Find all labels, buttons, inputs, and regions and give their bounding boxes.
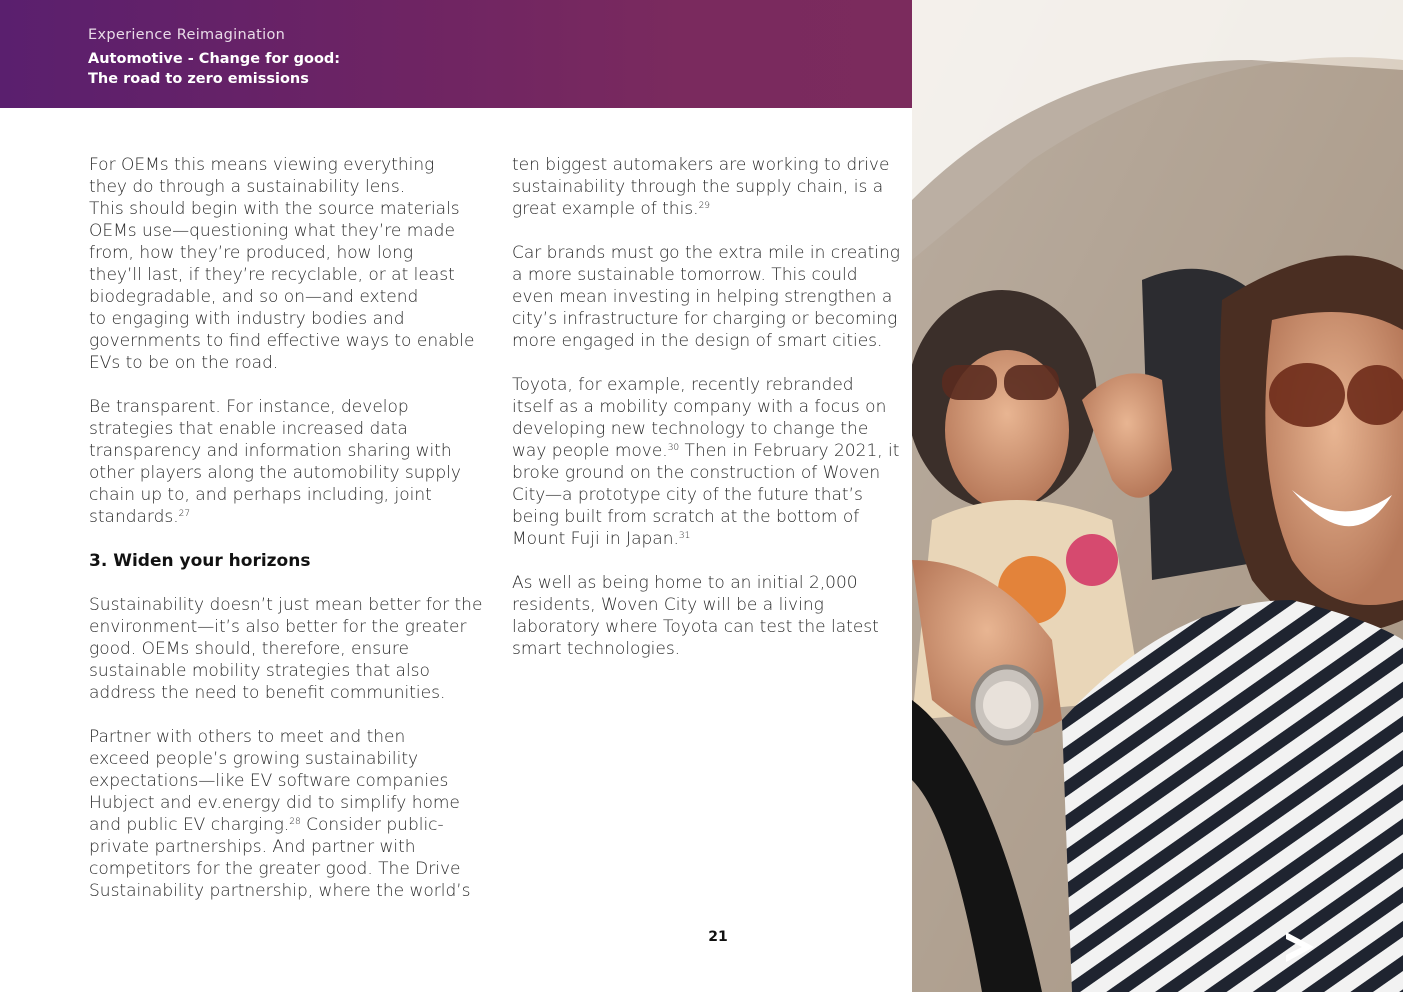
paragraph-text: Be transparent. For instance, develop strategies that enable increased data transparency and information sharing with other players along the automobility supply chain up to, and perhaps including, joint standards. [89, 397, 461, 527]
paragraph-text: Partner with others to meet and then exceed people’s growing sustainability expectations—like EV software companies Hubject and ev.energy did to simplify home and public EV charging. [89, 727, 460, 835]
section-heading: 3. Widen your horizons [89, 551, 311, 571]
paragraph: Sustainability doesn’t just mean better for the environment—it’s also better for the greater good. OEMs should, therefore, ensure sustainable mobility strategies that also address the need to benefit communities. [89, 595, 483, 703]
footnote-ref: 29 [698, 201, 711, 211]
paragraph: As well as being home to an initial 2,000 residents, Woven City will be a living laboratory where Toyota can test the latest smart technologies. [512, 573, 879, 659]
document-title [88, 49, 340, 89]
paragraph [89, 726, 489, 902]
paragraph [512, 374, 907, 550]
paragraph-text: Toyota, for example, recently rebranded itself as a mobility company with a focus on developing new technology to change the way people move. [512, 375, 887, 461]
section-kicker: Experience Reimagination [88, 27, 286, 43]
footnote-ref: 31 [678, 531, 691, 541]
paragraph-text: Then in February 2021, it broke ground on the construction of Woven City—a prototype city of the future that’s being built from scratch at the bottom of Mount Fuji in Japan. [512, 441, 900, 549]
title-line-1: Automotive - Change for good: [88, 51, 341, 67]
hero-photo [912, 0, 1403, 992]
photo-illustration [912, 0, 1403, 992]
paragraph [89, 396, 489, 528]
footnote-ref: 30 [667, 443, 680, 453]
paragraph-text: Consider public- private partnerships. And partner with competitors for the greater good. The Drive Sustainability partnership, where the world’s [89, 815, 471, 901]
paragraph [512, 154, 907, 220]
title-line-2: The road to zero emissions [88, 71, 309, 87]
footnote-ref: 28 [289, 817, 301, 827]
paragraph: For OEMs this means viewing everything they do through a sustainability lens. This should begin with the source materials OEMs use—questioning what they’re made from, how they’re produced, how long they’ll last, if they’re recyclable, or at least biodegradable, and so on—and extend to engaging with industry bodies and governments to find effective ways to enable EVs to be on the road. [89, 155, 475, 373]
brand-arrow-icon [1284, 930, 1316, 964]
right-column [512, 154, 907, 682]
footnote-ref: 27 [178, 509, 191, 519]
paragraph: Car brands must go the extra mile in creating a more sustainable tomorrow. This could even mean investing in helping strengthen a city’s infrastructure for charging or becoming more engaged in the design of smart cities. [512, 243, 900, 351]
page-number: 21 [708, 929, 728, 945]
header-banner [0, 0, 912, 108]
left-column [89, 154, 489, 924]
paragraph-text: ten biggest automakers are working to drive sustainability through the supply chain, is a great example of this. [512, 155, 890, 219]
